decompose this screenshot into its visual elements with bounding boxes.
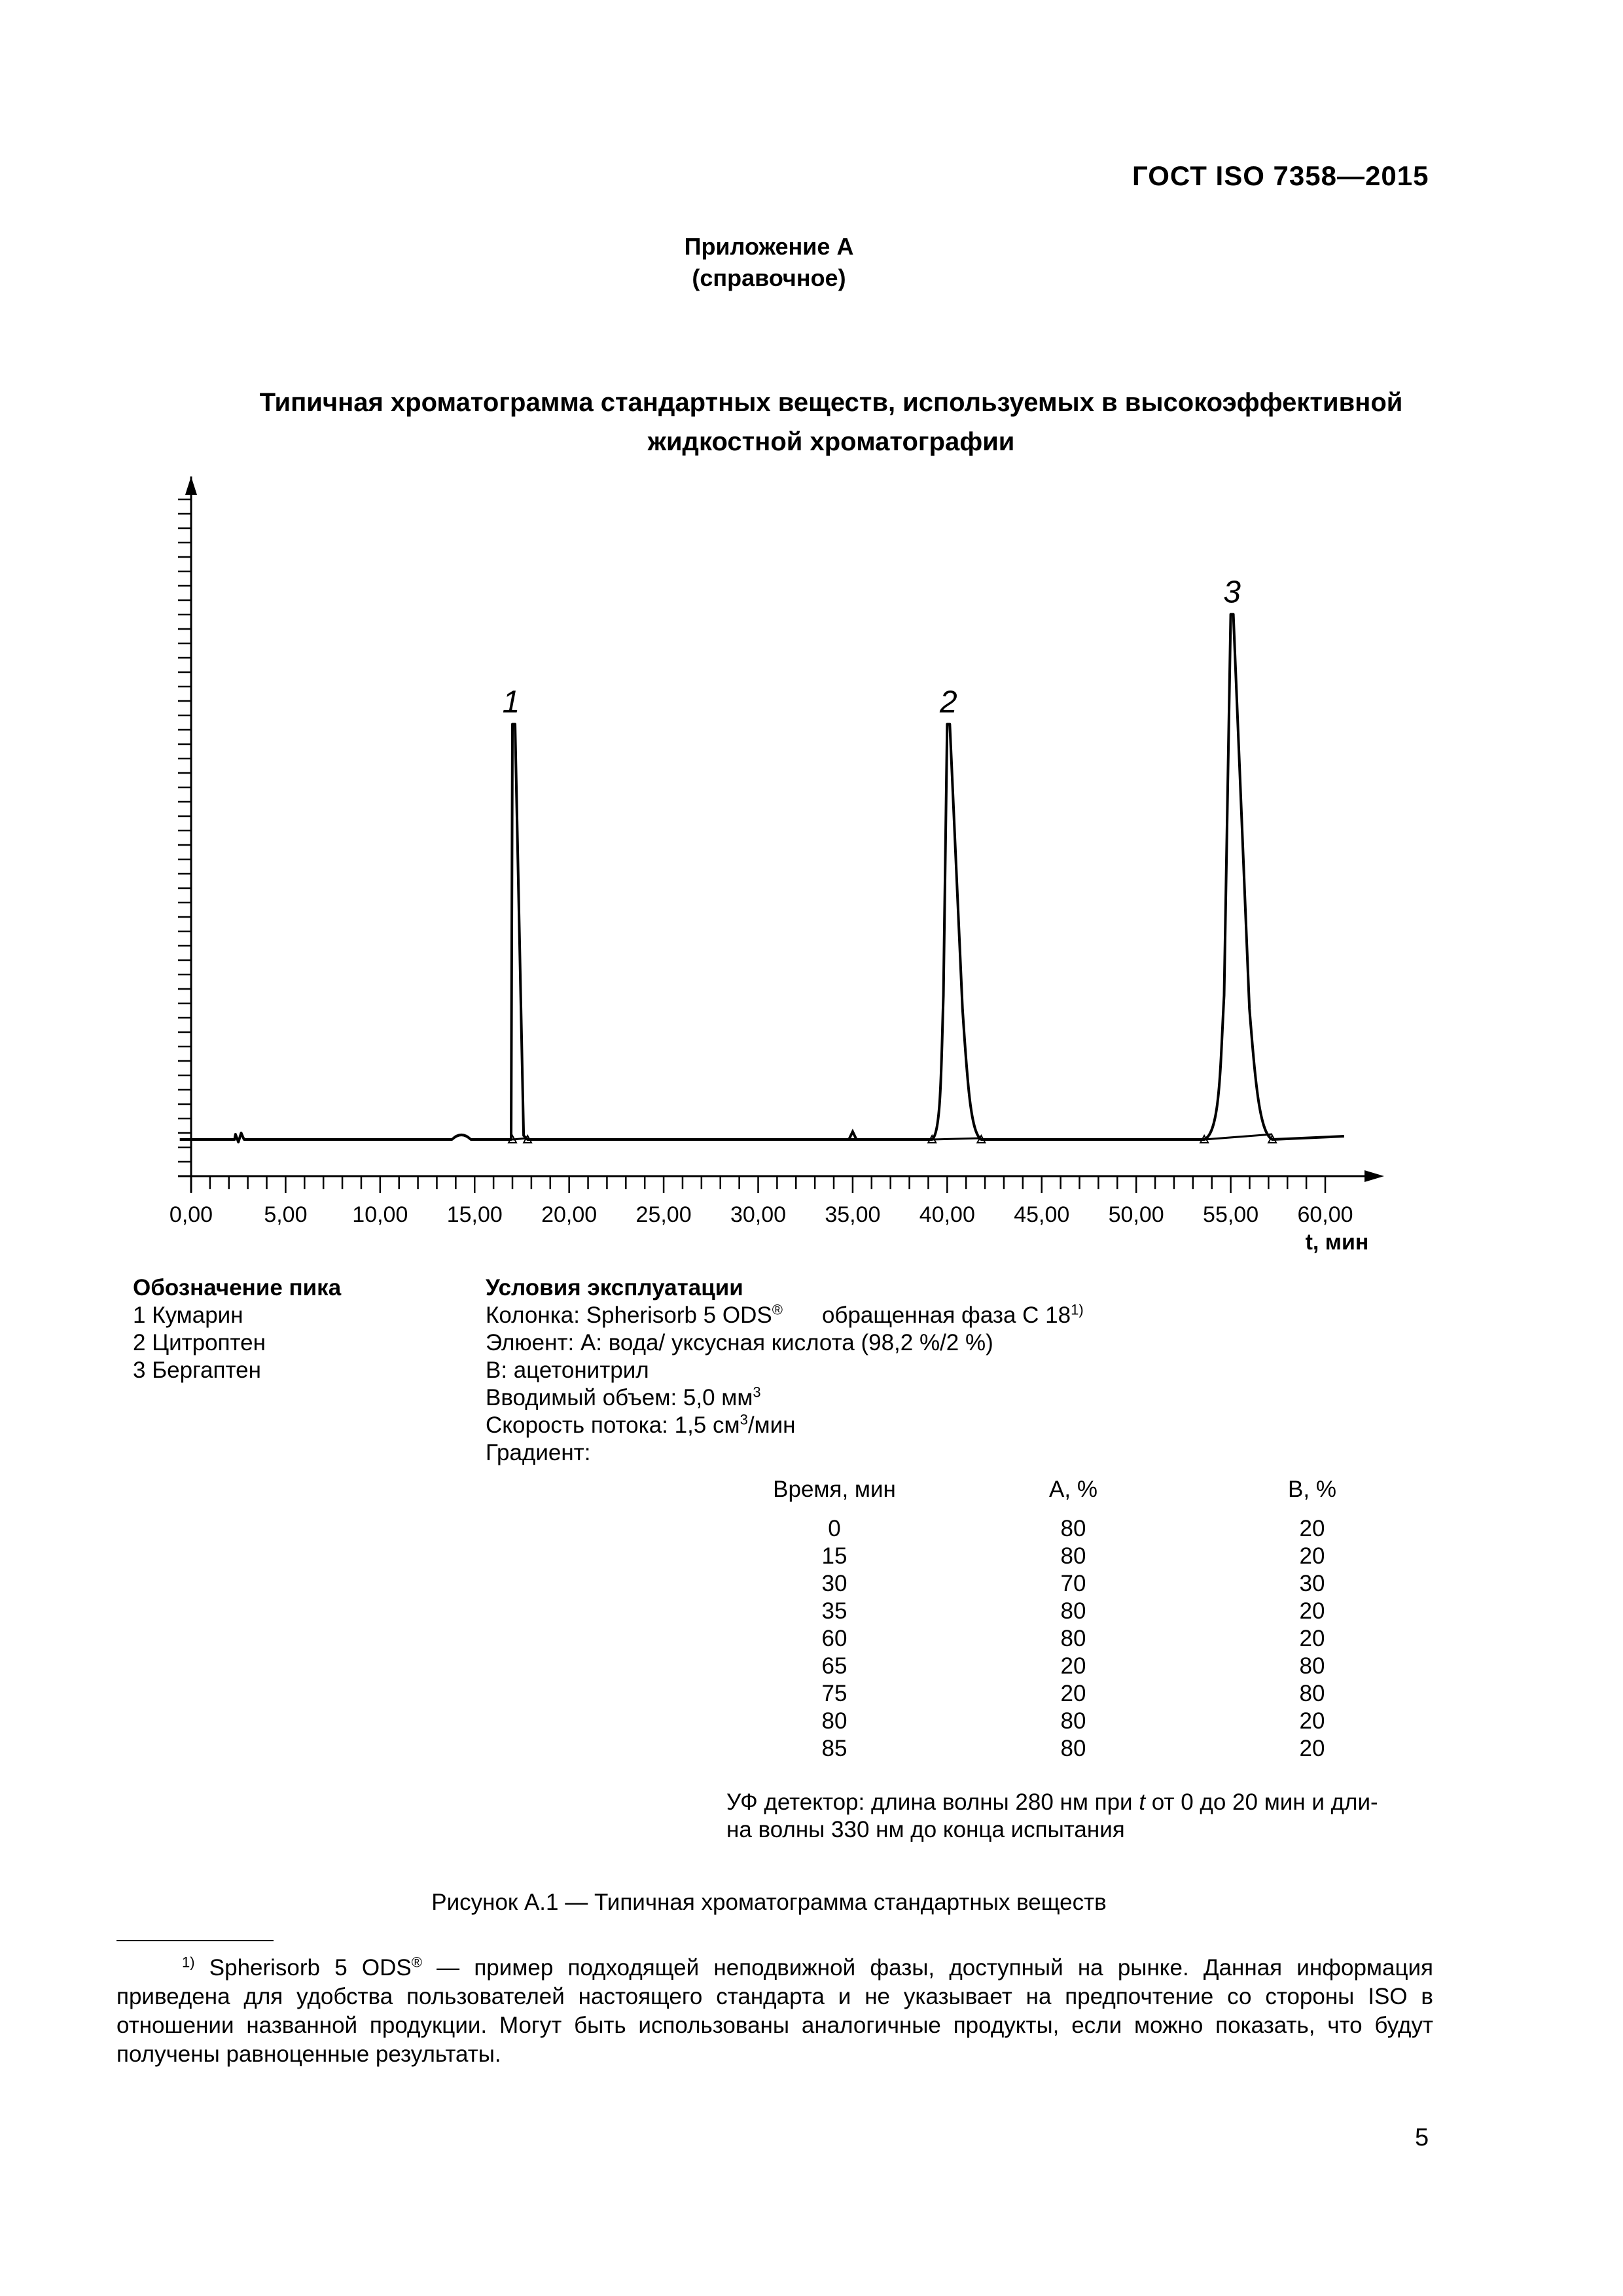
peak-baseline	[1204, 1134, 1272, 1139]
table-cell: 75	[821, 1681, 847, 1706]
volume-info: Вводимый объем: 5,0 $мм^3$	[486, 1384, 761, 1410]
chromatogram-trace	[180, 615, 1344, 1142]
x-axis-label: t, мин	[1305, 1230, 1369, 1255]
gradient-table	[726, 1476, 1420, 1763]
table-cell: 30	[1299, 1571, 1325, 1596]
table-cell: 80	[1299, 1681, 1325, 1706]
table-cell: 65	[821, 1653, 847, 1679]
x-tick-label: 25,00	[635, 1202, 692, 1227]
x-tick-label: 55,00	[1203, 1202, 1259, 1227]
chart-trace	[180, 615, 1344, 1143]
peak-baseline	[932, 1138, 981, 1139]
table-row	[726, 1653, 1420, 1680]
appendix-title: Приложение А	[684, 233, 854, 260]
figure-title-line1: Типичная хроматограмма стандартных веществ, используемых в высокоэффективной	[259, 388, 1403, 417]
table-cell: 20	[1299, 1626, 1325, 1651]
peak-legend	[133, 1274, 341, 1384]
legend-heading: Обозначение пика	[133, 1275, 342, 1300]
table-header: А, %	[1049, 1477, 1097, 1502]
table-cell: 20	[1299, 1736, 1325, 1761]
peak-label: 2	[939, 685, 957, 720]
appendix-heading	[0, 231, 1538, 294]
footnote-divider	[116, 1940, 274, 1941]
table-cell: 70	[1060, 1571, 1086, 1596]
table-row	[726, 1625, 1420, 1653]
chart-ticks	[169, 1176, 1353, 1227]
eluent-b-info: В: ацетонитрил	[486, 1357, 649, 1383]
table-cell: 80	[1060, 1516, 1086, 1541]
x-tick-label: 60,00	[1297, 1202, 1353, 1227]
table-cell: 80	[1299, 1653, 1325, 1679]
chart-axes	[178, 476, 1384, 1193]
table-row	[726, 1680, 1420, 1708]
table-cell: 80	[821, 1708, 847, 1734]
legend-item: 1 Кумарин	[133, 1302, 243, 1328]
table-cell: 80	[1060, 1626, 1086, 1651]
uv-detector-info: УФ детектор: длина волны 280 нм при t от 0 до 20 мин и дли- на волны 330 нм до конца испытания	[726, 1789, 1378, 1842]
y-axis-arrow	[185, 476, 197, 495]
table-header: Время, мин	[773, 1477, 896, 1502]
table-cell: 20	[1299, 1516, 1325, 1541]
x-tick-label: 45,00	[1014, 1202, 1070, 1227]
table-cell: 20	[1060, 1681, 1086, 1706]
figure-caption: Рисунок А.1 — Типичная хроматограмма стандартных веществ	[431, 1890, 1107, 1915]
table-cell: 85	[821, 1736, 847, 1761]
appendix-subtitle: (справочное)	[692, 264, 846, 291]
table-cell: 20	[1299, 1598, 1325, 1624]
table-cell: 80	[1060, 1543, 1086, 1569]
column-info: Колонка: Spherisorb 5 ODS® обращенная фаза C 18$^{1)}$	[486, 1301, 1084, 1328]
x-tick-label: 40,00	[919, 1202, 975, 1227]
table-cell: 15	[821, 1543, 847, 1569]
x-tick-label: 5,00	[264, 1202, 308, 1227]
table-row	[726, 1543, 1420, 1570]
conditions-heading: Условия эксплуатации	[486, 1275, 743, 1300]
table-row	[726, 1515, 1420, 1543]
table-cell: 60	[821, 1626, 847, 1651]
x-tick-label: 35,00	[825, 1202, 881, 1227]
x-tick-label: 20,00	[541, 1202, 597, 1227]
table-cell: 80	[1060, 1708, 1086, 1734]
x-tick-label: 15,00	[446, 1202, 503, 1227]
table-row	[726, 1570, 1420, 1598]
flow-info: Скорость потока: 1,5 $см^3$/мин	[486, 1411, 796, 1438]
peak-label: 3	[1223, 575, 1241, 610]
x-tick-label: 0,00	[169, 1202, 213, 1227]
operating-conditions	[486, 1274, 1084, 1467]
footnote: $^{1)}$ Spherisorb 5 ODS® — пример подходящей неподвижной фазы, доступный на рынке. Данная информация приведена для удобства пользователей настоящего стандарта и не указывает на предпочтение со стороны ISO в отношении названной продукции. Могут быть использованы аналогичные продукты, если можно показать, что будут получены равноценные результаты.	[116, 1954, 1433, 2067]
x-tick-label: 30,00	[730, 1202, 787, 1227]
gradient-label: Градиент:	[486, 1440, 591, 1465]
peak-label: 1	[502, 685, 520, 720]
chart-labels	[503, 575, 1369, 1255]
table-cell: 80	[1060, 1598, 1086, 1624]
x-tick-label: 50,00	[1108, 1202, 1164, 1227]
figure-title	[118, 383, 1544, 461]
figure-title-line2: жидкостной хроматографии	[647, 427, 1015, 456]
table-row	[726, 1708, 1420, 1735]
legend-item: 3 Бергаптен	[133, 1357, 261, 1383]
eluent-info: Элюент: А: вода/ уксусная кислота (98,2 %/2 %)	[486, 1330, 993, 1355]
x-tick-label: 10,00	[352, 1202, 408, 1227]
chromatogram-chart	[0, 458, 1623, 1263]
x-axis-arrow	[1364, 1170, 1384, 1182]
table-header: В, %	[1288, 1477, 1336, 1502]
table-cell: 30	[821, 1571, 847, 1596]
table-row	[726, 1598, 1420, 1625]
table-cell: 20	[1299, 1708, 1325, 1734]
page-number: 5	[1415, 2124, 1429, 2151]
table-row	[726, 1735, 1420, 1763]
table-cell: 20	[1299, 1543, 1325, 1569]
standard-number: ГОСТ ISO 7358—2015	[1132, 160, 1429, 191]
table-cell: 80	[1060, 1736, 1086, 1761]
table-cell: 20	[1060, 1653, 1086, 1679]
table-cell: 35	[821, 1598, 847, 1624]
table-cell: 0	[828, 1516, 841, 1541]
legend-item: 2 Цитроптен	[133, 1330, 266, 1355]
